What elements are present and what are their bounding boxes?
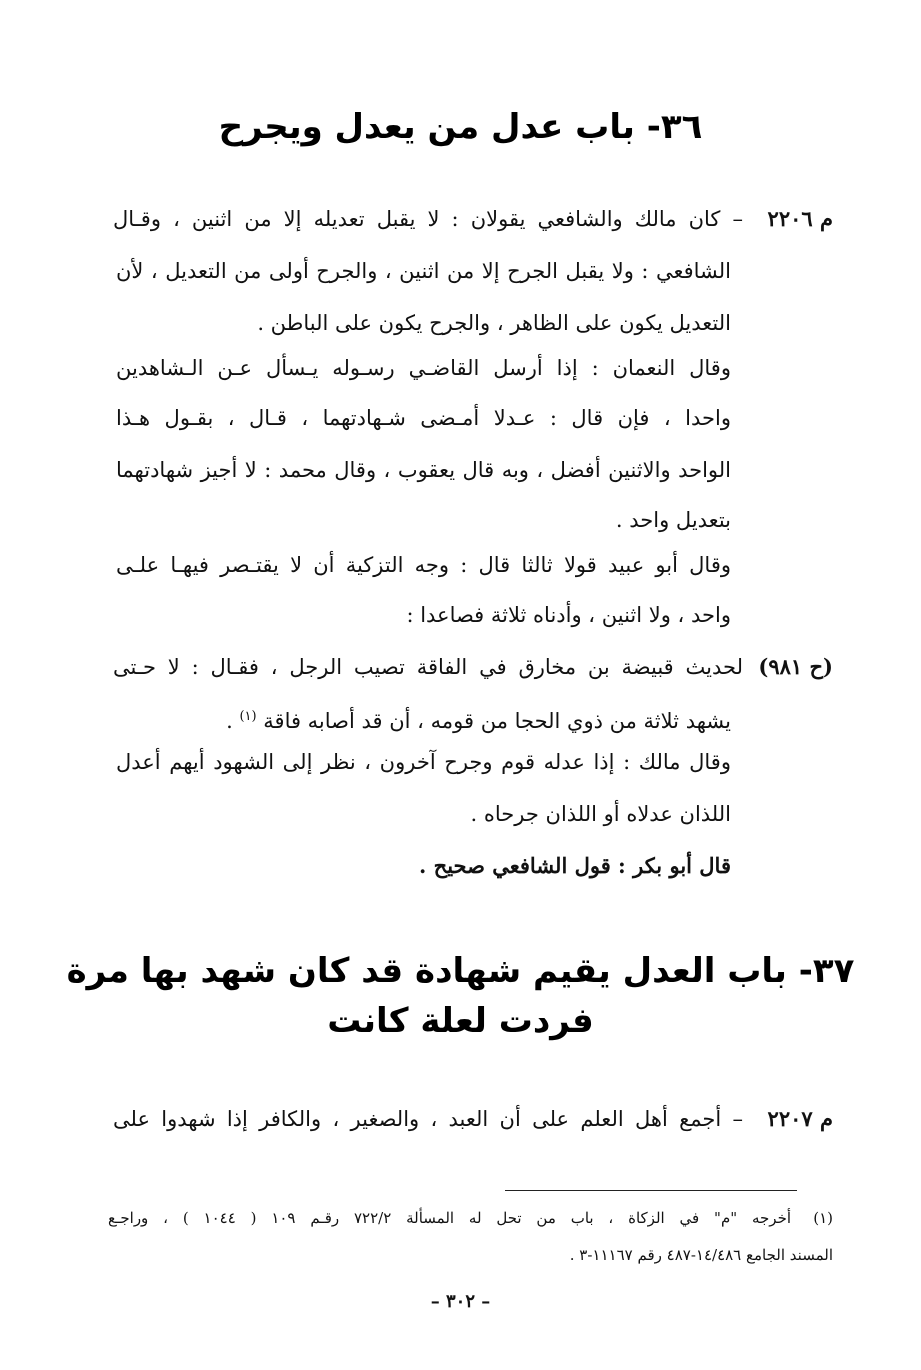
paragraph-line: اللذان عدلاه أو اللذان جرحاه . [470,802,731,826]
page-number: – ٣٠٢ – [430,1291,491,1312]
masala-marker-2206: م ٢٢٠٦ [767,206,833,231]
author-lead: قال أبو بكر [633,853,731,878]
footnote-divider [505,1190,797,1191]
footnote-number: (١) [813,1209,833,1227]
paragraph-line: الشافعي : ولا يقبل الجرح إلا من اثنين ، والجرح أولى من التعديل ، لأن [116,259,731,283]
paragraph-line: وقال النعمان : إذا أرسل القاضـي رسـوله يـسأل عـن الـشاهدين [116,356,731,380]
section-37-heading-line-2: فردت لعلة كانت [327,1001,594,1041]
paragraph-line: التعديل يكون على الظاهر ، والجرح يكون على الباطن . [257,311,731,335]
paragraph-line: وقال مالك : إذا عدله قوم وجرح آخرون ، نظر إلى الشهود أيهم أعدل [116,750,731,774]
paragraph-line: بتعديل واحد . [615,508,731,532]
conclusion-text: : قول الشافعي صحيح . [419,853,634,878]
paragraph-line: – كان مالك والشافعي يقولان : لا يقبل تعديله إلا من اثنين ، وقـال [113,207,743,231]
paragraph-line: واحد ، ولا اثنين ، وأدناه ثلاثة فصاعدا : [406,603,731,627]
paragraph-line: وقال أبو عبيد قولا ثالثا قال : وجه التزكية أن لا يقتـصر فيهـا علـى [116,553,731,577]
paragraph-line: الواحد والاثنين أفضل ، وبه قال يعقوب ، وقال محمد : لا أجيز شهادتهما [116,458,731,482]
footnote-reference: (١) [239,709,257,724]
paragraph-line: لحديث قبيضة بن مخارق في الفاقة تصيب الرجل ، فقـال : لا حـتى [113,655,743,679]
paragraph-text: . [226,709,240,733]
paragraph-line: – أجمع أهل العلم على أن العبد ، والصغير ، والكافر إذا شهدوا على [113,1107,743,1131]
footnote-line: أخرجه "م" في الزكاة ، باب من تحل له المسألة ٧٢٢/٢ رقـم ١٠٩ ( ١٠٤٤ ) ، وراجـع [108,1209,792,1227]
paragraph-line [116,702,731,736]
hadith-marker-981: (ح ٩٨١) [758,654,833,679]
masala-marker-2207: م ٢٢٠٧ [767,1106,833,1131]
paragraph-line: واحدا ، فإن قال : عـدلا أمـضى شـهادتهما ، قـال ، بقـول هـذا [116,406,731,430]
footnote-line: المسند الجامع ١٤/٤٨٦-٤٨٧ رقم ١١١٦٧-٣ . [569,1246,833,1264]
paragraph-text: يشهد ثلاثة من ذوي الحجا من قومه ، أن قد أصابه فاقة [263,709,731,733]
section-36-heading: ٣٦- باب عدل من يعدل ويجرح [218,107,703,147]
section-37-heading-line-1: ٣٧- باب العدل يقيم شهادة قد كان شهد بها مرة [66,951,855,991]
author-conclusion [116,851,731,881]
